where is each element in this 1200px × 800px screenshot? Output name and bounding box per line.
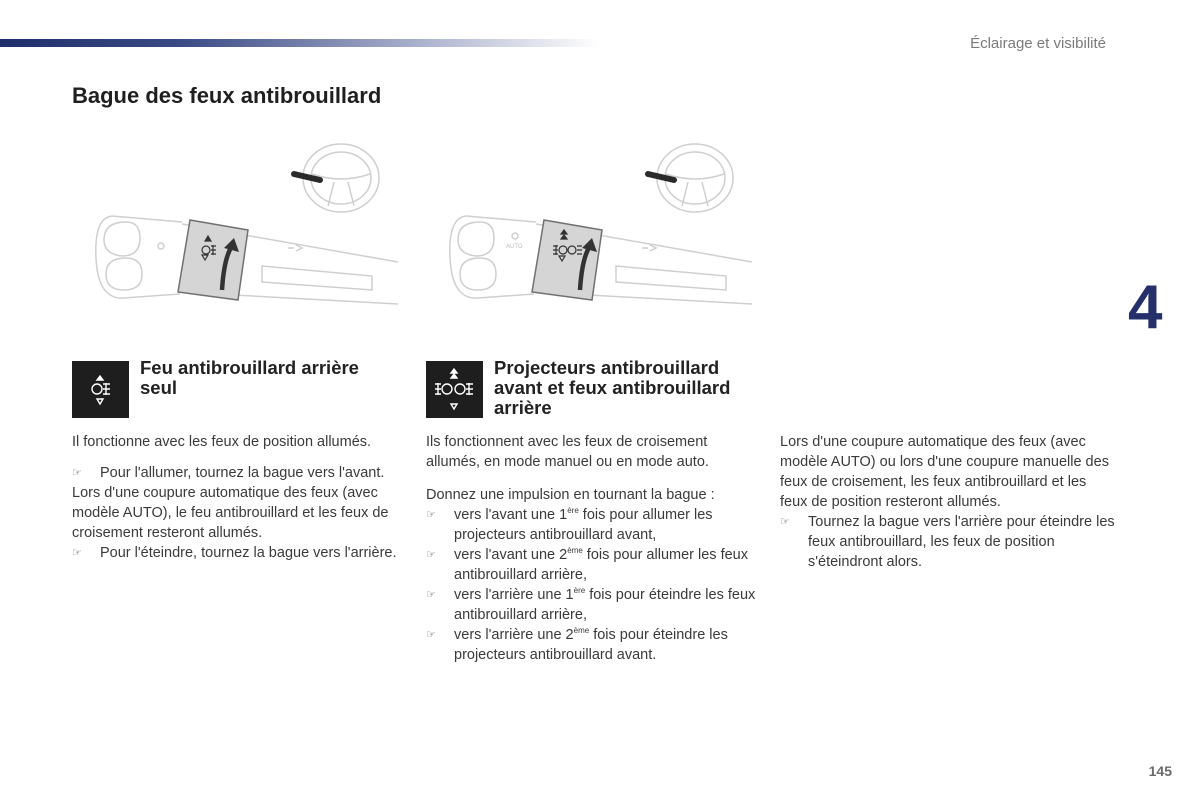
paragraph: Donnez une impulsion en tournant la bague : xyxy=(426,487,715,503)
rear-fog-light-icon xyxy=(72,361,129,418)
column-auto-cutoff xyxy=(780,432,1115,572)
column-front-and-rear-fog xyxy=(426,432,756,665)
pointing-hand-icon: ☞ xyxy=(426,509,436,521)
stalk-illustration-rear-fog xyxy=(72,140,402,315)
page-title: Bague des feux antibrouillard xyxy=(72,83,382,108)
page-number: 145 xyxy=(1148,763,1172,779)
chapter-number: 4 xyxy=(1128,273,1163,342)
subheading-rear-fog-only: Feu antibrouillard arrière seul xyxy=(140,357,359,398)
pointing-hand-icon: ☞ xyxy=(72,547,82,559)
list-item: ☞ Tournez la bague vers l'arrière pour éteindre les feux antibrouillard, les feux de position s'éteindront alors. xyxy=(780,514,1115,570)
section-title: Éclairage et visibilité xyxy=(970,35,1106,52)
paragraph: Ils fonctionnent avec les feux de croisement allumés, en mode manuel ou en mode auto. xyxy=(426,434,709,470)
paragraph: Lors d'une coupure automatique des feux (avec modèle AUTO), le feu antibrouillard et les feux de croisement resteront allumés. xyxy=(72,485,389,541)
pointing-hand-icon: ☞ xyxy=(72,467,82,479)
subheading-front-and-rear-fog: Projecteurs antibrouillard avant et feux antibrouillard arrière xyxy=(494,357,731,418)
pointing-hand-icon: ☞ xyxy=(780,516,790,528)
list-item: ☞ Pour l'éteindre, tournez la bague vers l'arrière. xyxy=(72,545,397,561)
column-rear-fog xyxy=(72,432,404,563)
pointing-hand-icon: ☞ xyxy=(426,629,436,641)
list-item: ☞ vers l'avant une 2ème fois pour allumer les feux antibrouillard arrière, xyxy=(426,546,748,583)
list-item: ☞ Pour l'allumer, tournez la bague vers l'avant. xyxy=(72,465,385,481)
list-item: ☞ vers l'avant une 1ère fois pour allumer les projecteurs antibrouillard avant, xyxy=(426,506,713,543)
stalk-illustration-front-rear-fog xyxy=(426,140,756,315)
list-item: ☞ vers l'arrière une 2ème fois pour éteindre les projecteurs antibrouillard avant. xyxy=(426,626,728,663)
auto-label: AUTO xyxy=(506,244,523,250)
paragraph: Il fonctionne avec les feux de position allumés. xyxy=(72,434,372,450)
pointing-hand-icon: ☞ xyxy=(426,589,436,601)
pointing-hand-icon: ☞ xyxy=(426,549,436,561)
paragraph: Lors d'une coupure automatique des feux (avec modèle AUTO) ou lors d'une coupure manuelle des feux de croisement, les feux antibrouillard et les feux de position resteront allumés. xyxy=(780,434,1109,510)
front-and-rear-fog-light-icon xyxy=(426,361,483,418)
header-color-bar xyxy=(0,39,600,47)
list-item: ☞ vers l'arrière une 1ère fois pour éteindre les feux antibrouillard arrière, xyxy=(426,586,756,623)
